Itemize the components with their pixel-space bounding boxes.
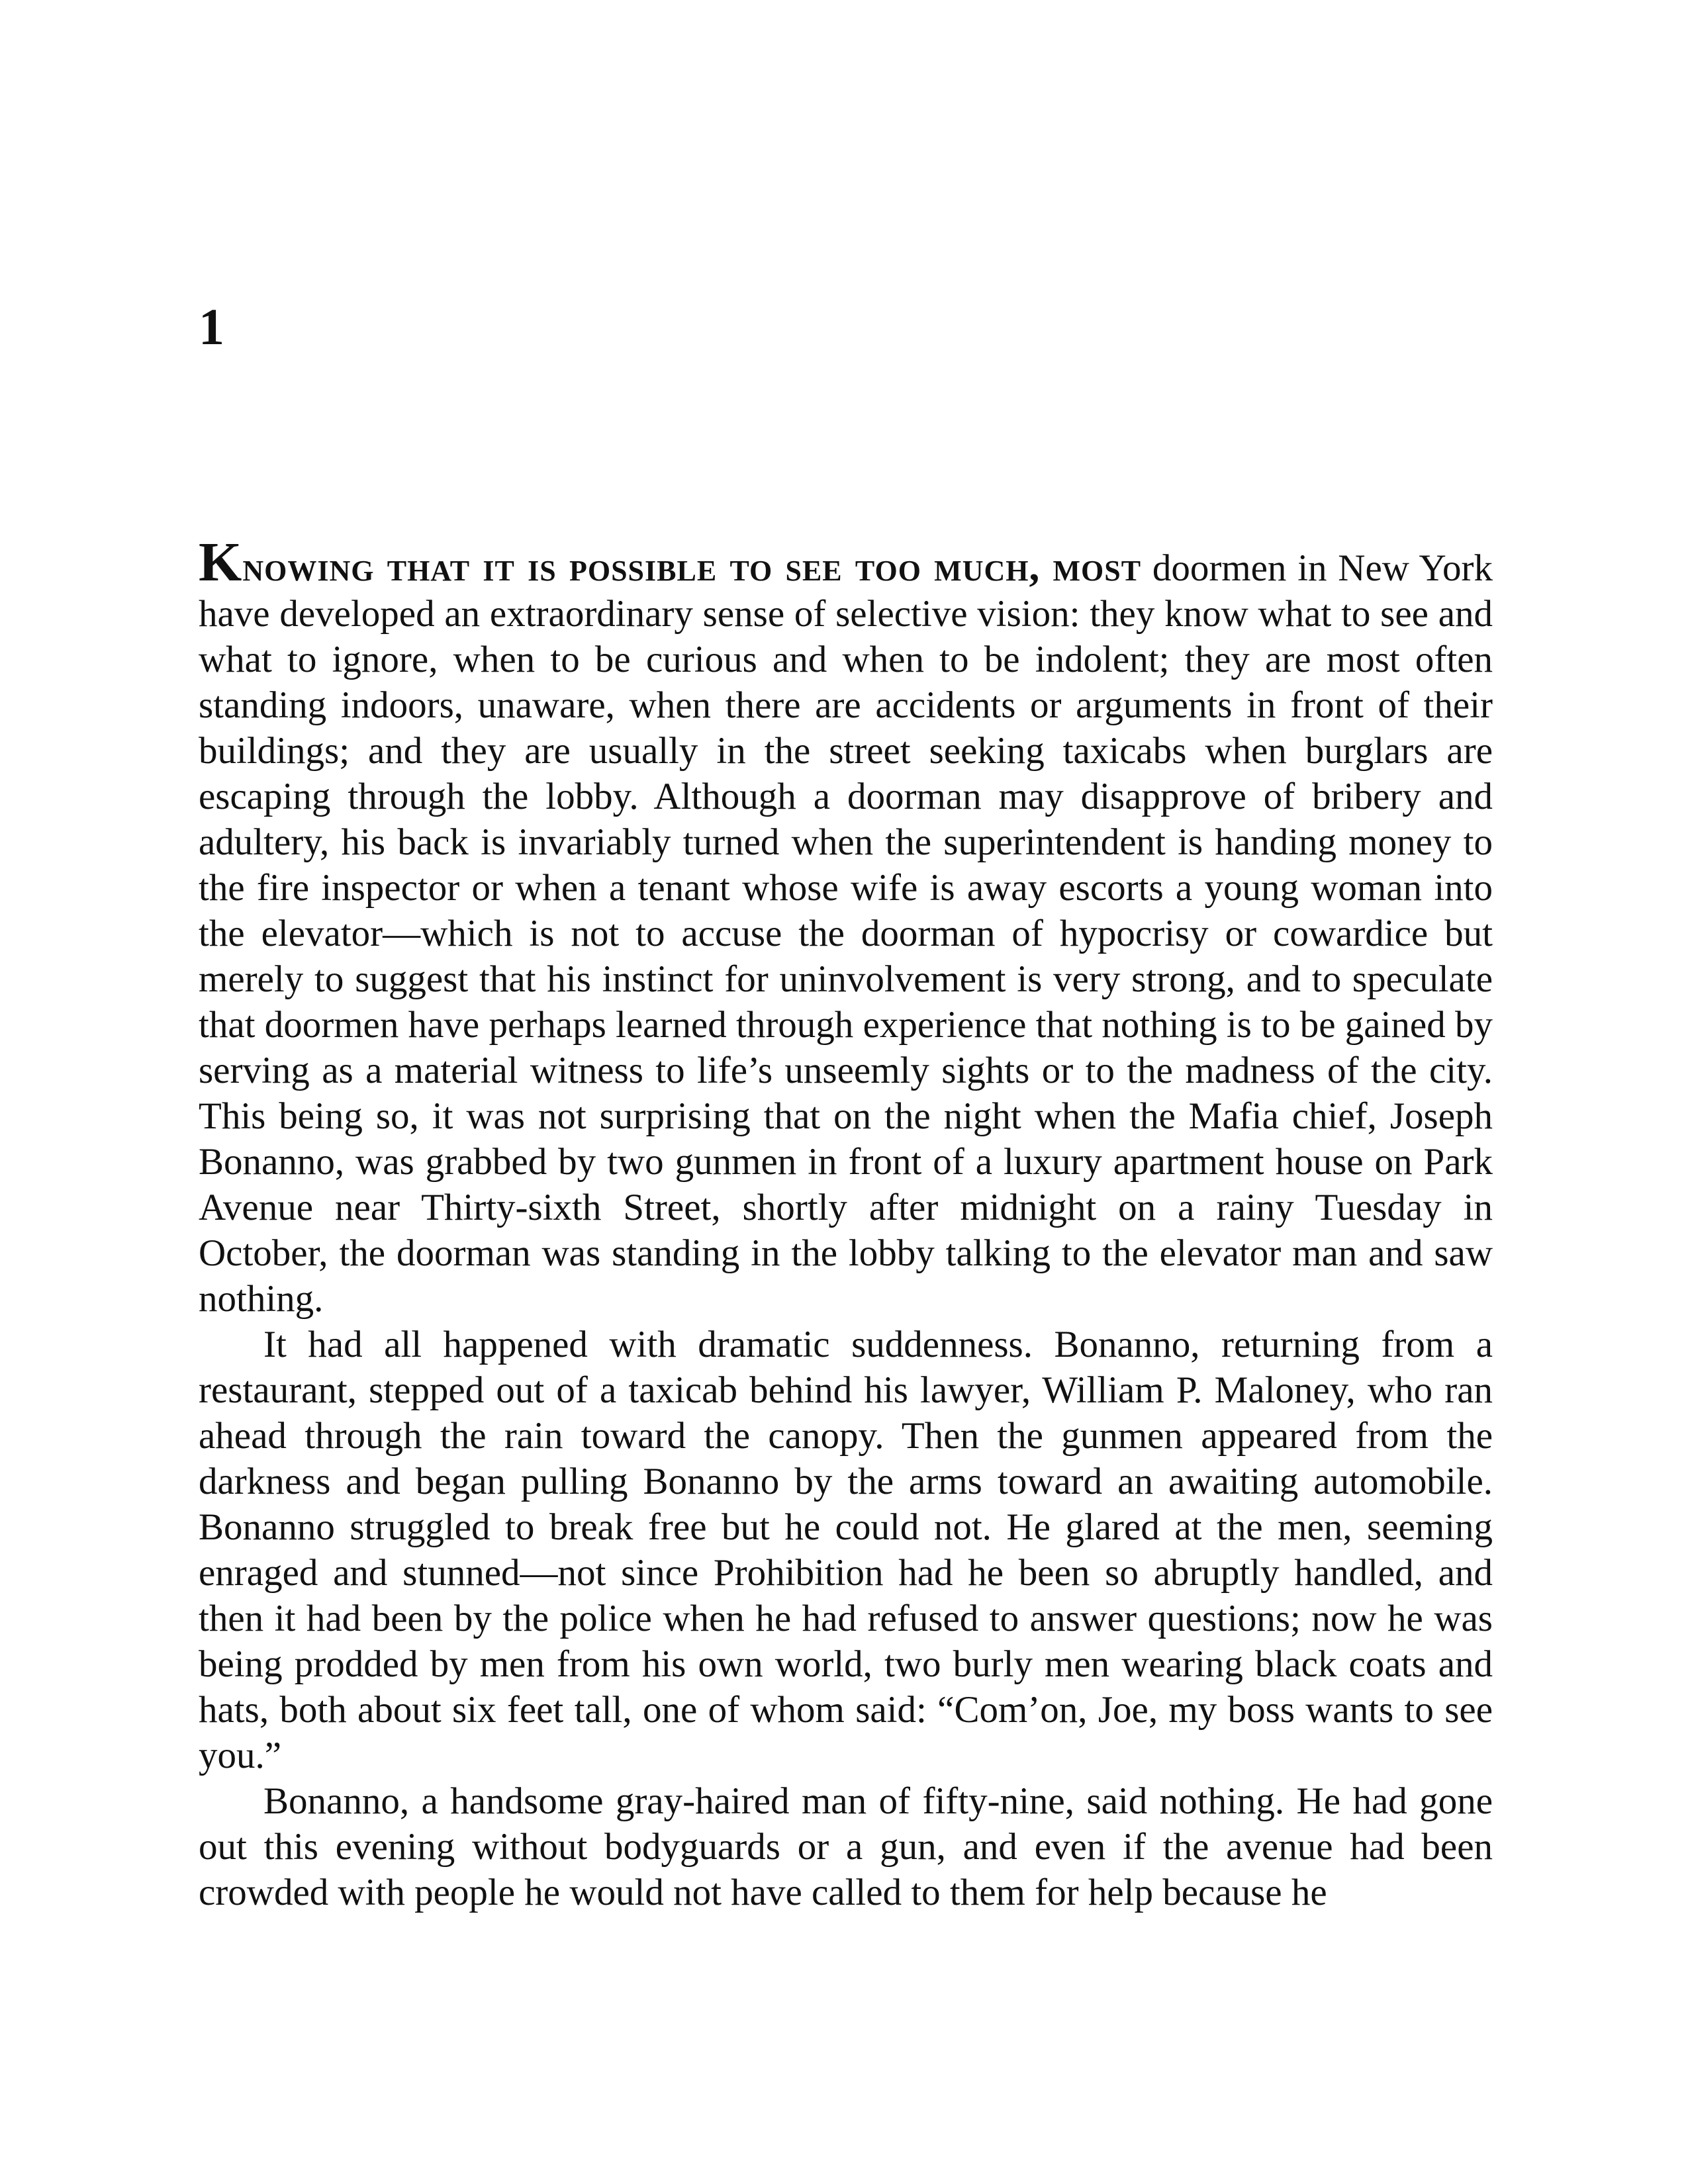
paragraph-1-text: doormen in New York have developed an extraordinary sense of selective vision: they know what to see and what to ignore, when to be curious and when to be indolent; they are most often standing indoors, unaware, when there are accidents or arguments in front of their buildings; and they are usually in the street seeking taxicabs when burglars are escaping through the lobby. Although a doorman may disapprove of bribery and adultery, his back is invariably turned when the superintendent is handing money to the fire inspector or when a tenant whose wife is away escorts a young woman into the elevator—which is not to accuse the doorman of hypocrisy or cowardice but merely to suggest that his instinct for uninvolvement is very strong, and to speculate that doormen have perhaps learned through experience that nothing is to be gained by serving as a material witness to life’s unseemly sights or to the madness of the city. This being so, it was not surprising that on the night when the Mafia chief, Joseph Bonanno, was grabbed by two gunmen in front of a luxury apartment house on Park Avenue near Thirty-sixth Street, shortly after midnight on a rainy Tuesday in October, the doorman was standing in the lobby talking to the elevator man and saw nothing. [199, 547, 1493, 1320]
paragraph-1 [199, 531, 1493, 1322]
lead-in-words: nowing that it is possible to see too much, most [242, 543, 1142, 590]
lead-in-initial: K [199, 531, 243, 593]
lead-in [199, 531, 1142, 593]
paragraph-3: Bonanno, a handsome gray-haired man of fifty-nine, said nothing. He had gone out this evening without bodyguards or a gun, and even if the avenue had been crowded with people he would not have called to them for help because he [199, 1780, 1493, 1913]
paragraph-2: It had all happened with dramatic suddenness. Bonanno, returning from a restaurant, stepped out of a taxicab behind his lawyer, William P. Maloney, who ran ahead through the rain toward the canopy. Then the gunmen appeared from the darkness and began pulling Bonanno by the arms toward an awaiting automobile. Bonanno struggled to break free but he could not. He glared at the men, seeming enraged and stunned—not since Prohibition had he been so abruptly handled, and then it had been by the police when he had refused to answer questions; now he was being prodded by men from his own world, two burly men wearing black coats and hats, both about six feet tall, one of whom said: “Com’on, Joe, my boss wants to see you.” [199, 1324, 1493, 1776]
chapter-body [199, 531, 1493, 1915]
chapter-number: 1 [199, 298, 224, 355]
